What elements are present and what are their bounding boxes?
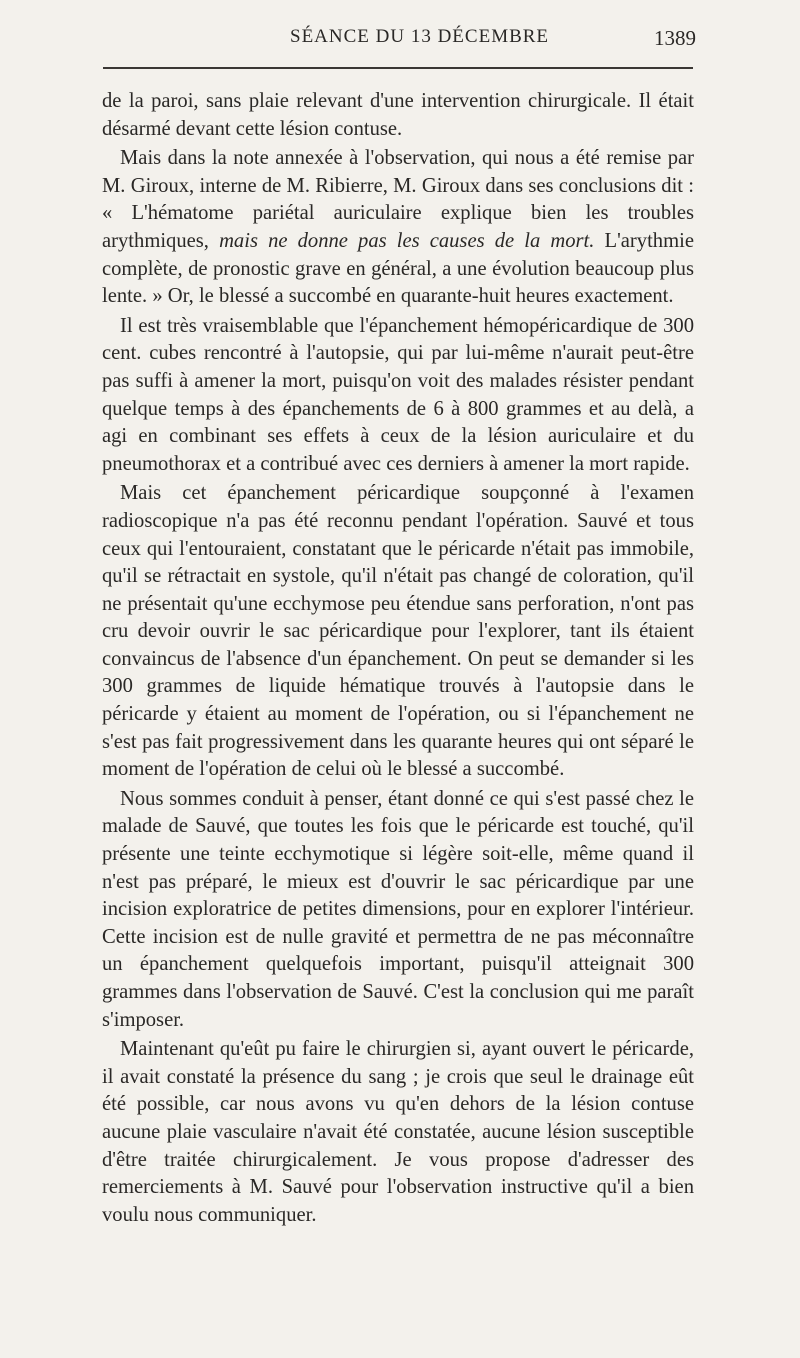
paragraph-1: de la paroi, sans plaie relevant d'une intervention chirurgicale. Il était désarmé devant cette lésion contuse. (102, 90, 694, 140)
paragraph-3: Il est très vraisemblable que l'épanchement hémopéricardique de 300 cent. cubes rencontré à l'autopsie, qui par lui-même n'aurait peut-être pas suffi à amener la mort, puisqu'on voit des malades résister pendant quelque temps à des épanchements de 6 à 800 grammes et au delà, a agi en combinant ses effets à ceux de la lésion auriculaire et du pneumothorax et a contribué avec ces derniers à amener la mort rapide. (102, 314, 694, 475)
header-rule (103, 67, 693, 69)
paragraph-6: Maintenant qu'eût pu faire le chirurgien si, ayant ouvert le péricarde, il avait constaté la présence du sang ; je crois que seul le drainage eût été possible, car nous avons vu qu'en dehors de la lésion contuse aucune plaie vasculaire n'avait été constatée, aucune lésion susceptible d'être traitée chirurgicalement. Je vous propose d'adresser des remerciements à M. Sauvé pour l'observation instructive qu'il a bien voulu nous communiquer. (102, 1038, 694, 1226)
page-header (100, 26, 696, 52)
page-number: 1389 (654, 26, 696, 50)
paragraph-2: Mais dans la note annexée à l'observation, qui nous a été remise par M. Giroux, interne de M. Ribierre, M. Giroux dans ses conclusions dit : « L'hématome pariétal auriculaire explique bien les troubles arythmiques, mais ne donne pas les causes de la mort. L'arythmie complète, de pronostic grave en général, a une évolution beaucoup plus lente. » Or, le blessé a succombé en quarante-huit heures exactement. (102, 147, 694, 308)
running-title: SÉANCE DU 13 DÉCEMBRE (290, 26, 550, 47)
paragraph-5: Nous sommes conduit à penser, étant donné ce qui s'est passé chez le malade de Sauvé, que toutes les fois que le péricarde est touché, qu'il présente une teinte ecchymotique si légère soit-elle, même quand il n'est pas préparé, le mieux est d'ouvrir le sac péricardique par une incision exploratrice de petites dimensions, pour en explorer l'intérieur. Cette incision est de nulle gravité et permettra de ne pas méconnaître un épanchement quelquefois important, puisqu'il atteignait 300 grammes dans l'observation de Sauvé. C'est la conclusion qui me paraît s'imposer. (102, 787, 694, 1031)
body-text (102, 88, 694, 1229)
paragraph-4: Mais cet épanchement péricardique soupçonné à l'examen radioscopique n'a pas été reconnu pendant l'opération. Sauvé et tous ceux qui l'entouraient, constatant que le péricarde n'était pas immobile, qu'il se rétractait en systole, qu'il n'était pas changé de coloration, qu'il ne présentait qu'une ecchymose peu étendue sans perforation, n'ont pas cru devoir ouvrir le sac péricardique pour l'explorer, tant ils étaient convaincus de l'absence d'un épanchement. On peut se demander si les 300 grammes de liquide hématique trouvés à l'autopsie dans le péricarde y étaient au moment de l'opération, ou si l'épanchement ne s'est pas fait progressivement dans les quarante heures qui ont séparé le moment de l'opération de celui où le blessé a succombé. (102, 482, 694, 781)
emphasis-text: mais ne donne pas les causes de la mort. (219, 229, 595, 252)
